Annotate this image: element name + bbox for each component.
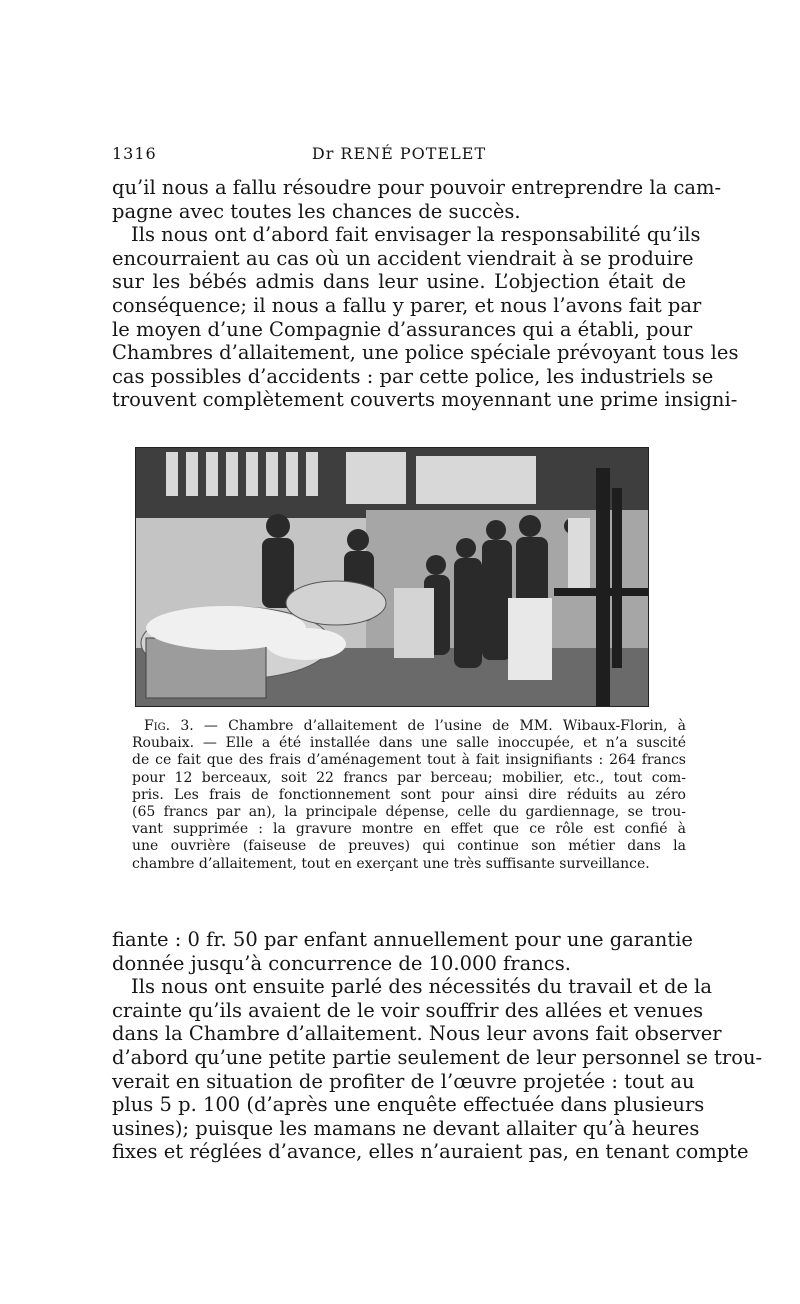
text-line: le moyen d’une Compagnie d’assurances qui a établi, pour xyxy=(112,317,693,341)
caption-line: de ce fait que des frais d’aménagement tout à fait insignifiants : 264 francs xyxy=(132,752,686,769)
text-line: d’abord qu’une petite partie seulement de leur personnel se trou- xyxy=(112,1045,763,1069)
caption-line-1 xyxy=(132,718,686,735)
text-line: verait en situation de profiter de l’œuvre projetée : tout au xyxy=(112,1069,695,1093)
text-line: encourraient au cas où un accident viendrait à se produire xyxy=(112,246,694,270)
text-line: Ils nous ont d’abord fait envisager la responsabilité qu’ils xyxy=(131,223,701,247)
text-line: Chambres d’allaitement, une police spéciale prévoyant tous les xyxy=(112,341,739,365)
nursing-room-photograph xyxy=(135,447,649,707)
text-line: conséquence; il nous a fallu y parer, et nous l’avons fait par xyxy=(112,293,702,317)
text-line: sur les bébés admis dans leur usine. L’objection était de xyxy=(112,270,686,294)
figure-caption xyxy=(132,718,686,873)
caption-line: (65 francs par an), la principale dépense, celle du gardiennage, se trou- xyxy=(132,804,686,821)
caption-line: vant supprimée : la gravure montre en effet que ce rôle est confié à xyxy=(132,821,686,838)
caption-text: — Chambre d’allaitement de l’usine de MM. Wibaux-Florin, à xyxy=(203,718,687,734)
text-line: cas possibles d’accidents : par cette police, les industriels se xyxy=(112,364,714,388)
text-line: dans la Chambre d’allaitement. Nous leur avons fait observer xyxy=(112,1022,722,1046)
caption-line: une ouvrière (faiseuse de preuves) qui continue son métier dans la xyxy=(132,838,686,855)
running-title: Dr RENÉ POTELET xyxy=(311,144,487,163)
text-line: qu’il nous a fallu résoudre pour pouvoir entreprendre la cam- xyxy=(112,176,722,199)
caption-line: Roubaix. — Elle a été installée dans une salle inoccupée, et n’a suscité xyxy=(132,735,686,752)
text-line: Ils nous ont ensuite parlé des nécessités du travail et de la xyxy=(131,975,713,999)
caption-line: pour 12 berceaux, soit 22 francs par berceau; mobilier, etc., tout com- xyxy=(132,769,686,786)
top-paragraph xyxy=(112,176,739,412)
text-line: usines); puisque les mamans ne devant allaiter qu’à heures xyxy=(112,1116,700,1140)
bottom-paragraph xyxy=(112,928,763,1164)
text-line: fixes et réglées d’avance, elles n’auraient pas, en tenant compte xyxy=(112,1140,749,1164)
text-line: crainte qu’ils avaient de le voir souffrir des allées et venues xyxy=(112,998,704,1022)
running-header xyxy=(112,144,686,166)
page-number: 1316 xyxy=(112,144,157,163)
text-line: fiante : 0 fr. 50 par enfant annuellement pour une garantie xyxy=(112,928,693,951)
figure-label: Fig. 3. xyxy=(144,718,194,734)
text-line: pagne avec toutes les chances de succès. xyxy=(112,199,521,223)
text-line: plus 5 p. 100 (d’après une enquête effectuée dans plusieurs xyxy=(112,1093,705,1117)
caption-line: pris. Les frais de fonctionnement sont pour ainsi dire réduits au zéro xyxy=(132,786,686,803)
text-line: trouvent complètement couverts moyennant une prime insigni- xyxy=(112,388,738,412)
text-line: donnée jusqu’à concurrence de 10.000 francs. xyxy=(112,951,571,975)
caption-line: chambre d’allaitement, tout en exerçant une très suffisante surveillance. xyxy=(132,855,650,872)
